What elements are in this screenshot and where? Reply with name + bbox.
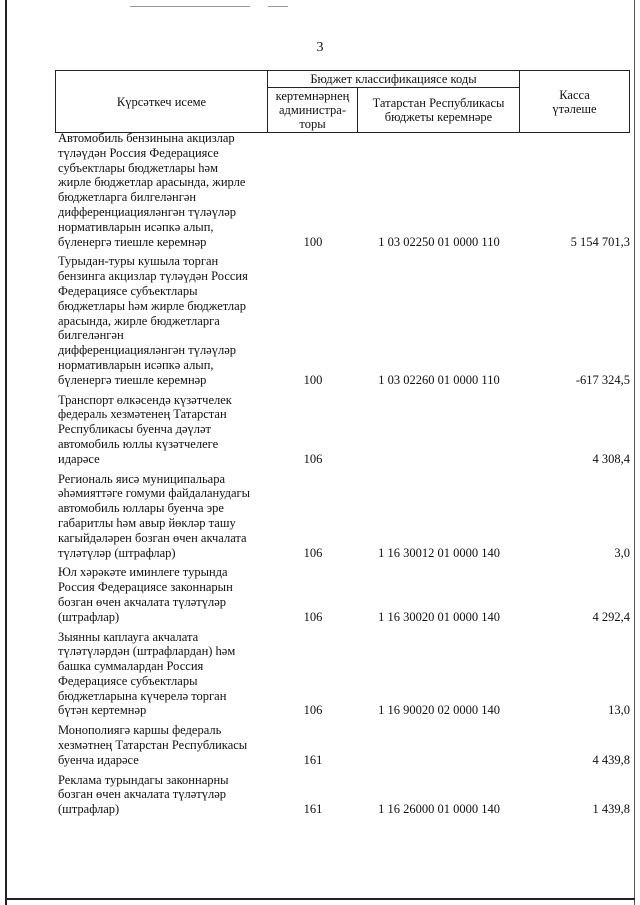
table-row bbox=[58, 723, 630, 767]
row-admin-code: 106 bbox=[303, 703, 323, 718]
page-frame-left bbox=[5, 0, 7, 905]
row-cash-amount: 3,0 bbox=[614, 545, 630, 560]
header-name-column: Күрсәткеч исеме bbox=[56, 71, 268, 133]
row-cash-amount: 5 154 701,3 bbox=[570, 234, 630, 249]
table-row bbox=[58, 565, 630, 624]
row-cash-amount: 4 292,4 bbox=[592, 609, 630, 624]
row-admin-code: 100 bbox=[303, 372, 323, 387]
page-frame-right bbox=[634, 0, 635, 905]
row-budget-code: 1 16 30012 01 0000 140 bbox=[378, 545, 500, 560]
row-name: Монополиягә каршы федераль хезмәтнең Татарстан Республикасы буенча идарәсе bbox=[58, 723, 248, 767]
scan-mark bbox=[268, 6, 288, 8]
row-cash-amount: -617 324,5 bbox=[575, 372, 630, 387]
row-name: Юл хәрәкәте иминлеге турында Россия Федерациясе законнарын бозган өчен акчалата түләтүләр (штрафлар) bbox=[58, 565, 233, 624]
row-admin-code: 106 bbox=[303, 609, 323, 624]
scan-mark bbox=[130, 6, 250, 8]
table-row bbox=[58, 773, 630, 817]
page-number: 3 bbox=[316, 40, 324, 55]
header-budget-code-group: Бюджет классификациясе коды bbox=[268, 71, 520, 88]
page-frame-bottom bbox=[5, 898, 635, 900]
table-header bbox=[55, 70, 630, 133]
row-budget-code: 1 16 30020 01 0000 140 bbox=[378, 609, 500, 624]
row-admin-code: 161 bbox=[303, 802, 323, 817]
row-name: Автомобиль бензинына акцизлар түләүдән Россия Федерациясе субъектлары бюджетлары һәм жирле бюджетлар арасында, жирле бюджетларга билгеләнгән дифференциацияләнгән түләүләр нормативларын исәпкә алып, бүленергә тиешле керемнәр bbox=[58, 131, 246, 249]
row-name: Транспорт өлкәсендә күзәтчелек федераль хезмәтенең Татарстан Республикасы буенча дәүләт автомобиль юллы күзәтчелеге идарәсе bbox=[58, 392, 232, 466]
row-budget-code: 1 03 02250 01 0000 110 bbox=[378, 234, 500, 249]
table-row bbox=[58, 393, 630, 467]
row-cash-amount: 1 439,8 bbox=[592, 802, 630, 817]
table-body bbox=[58, 131, 630, 822]
row-budget-code: 1 16 26000 01 0000 140 bbox=[378, 802, 500, 817]
row-admin-code: 161 bbox=[303, 752, 323, 767]
row-admin-code: 106 bbox=[303, 545, 323, 560]
header-admin-column: кертемнәрнең администра-торы bbox=[268, 88, 358, 133]
table-row bbox=[58, 630, 630, 719]
row-name: Реклама турындагы законнарны бозган өчен акчалата түләтүләр (штрафлар) bbox=[58, 772, 229, 817]
row-name: Турыдан-туры кушыла торган бензинга акцизлар түләүдән Россия Федерациясе субъектлары бюджетлары һәм жирле бюджетлар арасында, жирле бюджетларга билгеләнгән дифференциацияләнгән түләүләр нормативларын исәпкә алып, бүленергә тиешле керемнәр bbox=[58, 254, 248, 387]
row-cash-amount: 4 439,8 bbox=[592, 752, 630, 767]
row-budget-code: 1 03 02260 01 0000 110 bbox=[378, 372, 500, 387]
table-row bbox=[58, 131, 630, 249]
table-row bbox=[58, 472, 630, 561]
row-name: Зыянны каплауга акчалата түләтүләрдән (штрафлардан) һәм башка суммалардан Россия Федерациясе субъектлары бюджетларына күчерелә торган бүтән кертемнәр bbox=[58, 629, 236, 718]
header-tatarstan-column: Татарстан Республикасы бюджеты керемнәре bbox=[358, 88, 520, 133]
row-admin-code: 100 bbox=[303, 234, 323, 249]
row-cash-amount: 4 308,4 bbox=[592, 451, 630, 466]
row-admin-code: 106 bbox=[303, 451, 323, 466]
table-row bbox=[58, 254, 630, 387]
row-cash-amount: 13,0 bbox=[608, 703, 630, 718]
row-name: Региональ яисә муниципальара әһәмияттәге гомуми файдаланудагы автомобиль юллары буенча эре габаритлы һәм авыр йөкләр ташу кагыйдәләрен бозган өчен акчалата түләтүләр (штрафлар) bbox=[58, 471, 251, 560]
row-budget-code: 1 16 90020 02 0000 140 bbox=[378, 703, 500, 718]
header-cash-column: Касса үтәлеше bbox=[520, 71, 630, 133]
